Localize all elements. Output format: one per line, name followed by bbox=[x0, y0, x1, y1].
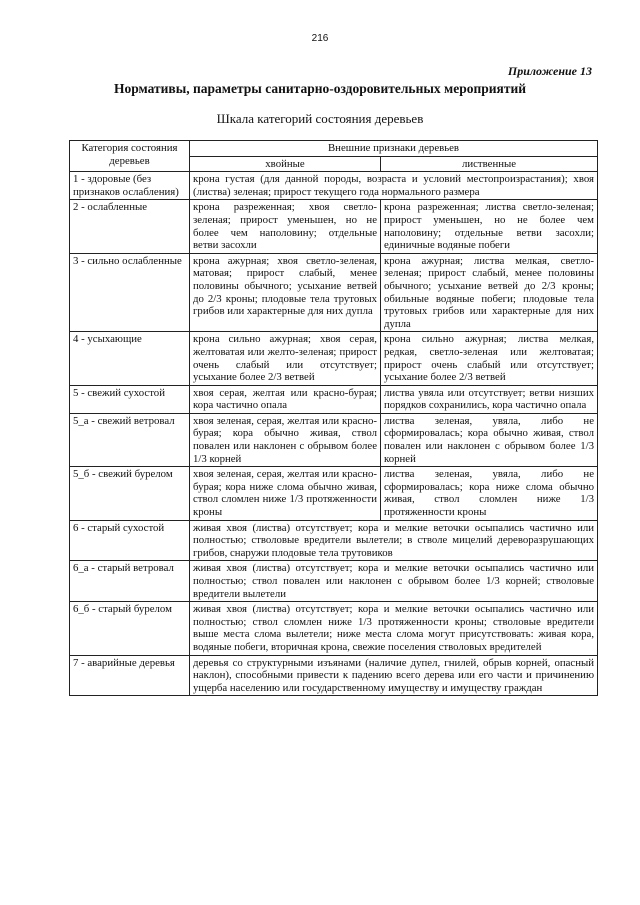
signs-cell: деревья со структурными изъянами (наличие дупел, гнилей, обрыв корней, опасный наклон), способными привести к падению всего дерева или его части и причинению ущерба населению или государственному имуществу и имуществу граждан bbox=[190, 655, 598, 696]
table-row bbox=[70, 253, 598, 332]
header-row bbox=[70, 141, 598, 157]
conifer-signs-cell: крона сильно ажурная; хвоя серая, желтоватая или желто-зеленая; прирост очень слабый или отсутствует; усыхание более 2/3 ветвей bbox=[190, 332, 381, 385]
header-external-signs: Внешние признаки деревьев bbox=[190, 141, 598, 157]
category-cell: 5_б - свежий бурелом bbox=[70, 467, 190, 520]
conifer-signs-cell: хвоя серая, желтая или красно-бурая; кора частично опала bbox=[190, 385, 381, 413]
table-row bbox=[70, 332, 598, 385]
table-row bbox=[70, 172, 598, 200]
category-cell: 5 - свежий сухостой bbox=[70, 385, 190, 413]
category-cell: 1 - здоровые (без признаков ослабления) bbox=[70, 172, 190, 200]
signs-cell: живая хвоя (листва) отсутствует; кора и мелкие веточки осыпались частично или полностью; ствол сломлен ниже 1/3 протяженности кроны; стволовые вредители выше места слома вылетели; ниже места слома могут присутствовать: живая кора, водяные побеги, вторичная крона, свежие поселения стволовых вредителей bbox=[190, 602, 598, 655]
category-cell: 4 - усыхающие bbox=[70, 332, 190, 385]
tree-condition-table bbox=[69, 140, 598, 696]
category-cell: 6_а - старый ветровал bbox=[70, 561, 190, 602]
table-caption: Шкала категорий состояния деревьев bbox=[216, 111, 424, 126]
conifer-signs-cell: хвоя зеленая, серая, желтая или красно-бурая; кора ниже слома обычно живая, ствол сломлен ниже 1/3 протяженности кроны bbox=[190, 467, 381, 520]
signs-cell: живая хвоя (листва) отсутствует; кора и мелкие веточки осыпались частично или полностью; ствол повален или наклонен с обрывом более 1/3 корней; стволовые вредители вылетели bbox=[190, 561, 598, 602]
deciduous-signs-cell: листва зеленая, увяла, либо не сформировалась; кора ниже слома обычно живая, ствол сломлен ниже 1/3 протяженности кроны bbox=[381, 467, 598, 520]
deciduous-signs-cell: крона сильно ажурная; листва мелкая, редкая, светло-зеленая или желтоватая; прирост очень слабый или отсутствует; усыхание более 2/3 ветвей bbox=[381, 332, 598, 385]
table-row bbox=[70, 655, 598, 696]
appendix-label: Приложение 13 bbox=[507, 64, 592, 78]
table-row bbox=[70, 413, 598, 466]
category-cell: 6_б - старый бурелом bbox=[70, 602, 190, 655]
category-cell: 2 - ослабленные bbox=[70, 200, 190, 253]
page-number: 216 bbox=[311, 33, 329, 44]
header-deciduous: лиственные bbox=[381, 156, 598, 172]
conifer-signs-cell: крона ажурная; хвоя светло-зеленая, матовая; прирост слабый, менее половины обычного; усыхание ветвей до 2/3 кроны; плодовые тела трутовых грибов или характерные для них дупла bbox=[190, 253, 381, 332]
conifer-signs-cell: хвоя зеленая, серая, желтая или красно-бурая; кора обычно живая, ствол повален или наклонен с обрывом более 1/3 корней bbox=[190, 413, 381, 466]
signs-cell: живая хвоя (листва) отсутствует; кора и мелкие веточки осыпались частично или полностью; стволовые вредители вылетели; в стволе мицелий дереворазрушающих грибов, снаружи плодовые тела трутовиков bbox=[190, 520, 598, 561]
deciduous-signs-cell: крона ажурная; листва мелкая, светло-зеленая; прирост слабый, менее половины обычного; усыхание ветвей до 2/3 кроны; обильные водяные побеги; плодовые тела трутовых грибов или характерные для них дупла bbox=[381, 253, 598, 332]
table-body bbox=[70, 172, 598, 696]
table-row bbox=[70, 561, 598, 602]
signs-cell: крона густая (для данной породы, возраста и условий местопроизрастания); хвоя (листва) зеленая; прирост текущего года нормального размера bbox=[190, 172, 598, 200]
category-cell: 7 - аварийные деревья bbox=[70, 655, 190, 696]
table-row bbox=[70, 385, 598, 413]
header-category: Категория состояния деревьев bbox=[70, 141, 190, 172]
deciduous-signs-cell: листва зеленая, увяла, либо не сформировалась; кора обычно живая, ствол повален или наклонен с обрывом более 1/3 корней bbox=[381, 413, 598, 466]
table-row bbox=[70, 467, 598, 520]
deciduous-signs-cell: крона разреженная; листва светло-зеленая; прирост уменьшен, но не более чем наполовину; отдельные ветви засохли; единичные водяные побеги bbox=[381, 200, 598, 253]
conifer-signs-cell: крона разреженная; хвоя светло-зеленая; прирост уменьшен, но не более чем наполовину; отдельные ветви засохли bbox=[190, 200, 381, 253]
table-row bbox=[70, 602, 598, 655]
category-cell: 3 - сильно ослабленные bbox=[70, 253, 190, 332]
category-cell: 5_а - свежий ветровал bbox=[70, 413, 190, 466]
deciduous-signs-cell: листва увяла или отсутствует; ветви низших порядков сохранились, кора частично опала bbox=[381, 385, 598, 413]
table-row bbox=[70, 200, 598, 253]
header-conifer: хвойные bbox=[190, 156, 381, 172]
table-row bbox=[70, 520, 598, 561]
document-title: Нормативы, параметры санитарно-оздоровительных мероприятий bbox=[113, 81, 527, 96]
category-cell: 6 - старый сухостой bbox=[70, 520, 190, 561]
